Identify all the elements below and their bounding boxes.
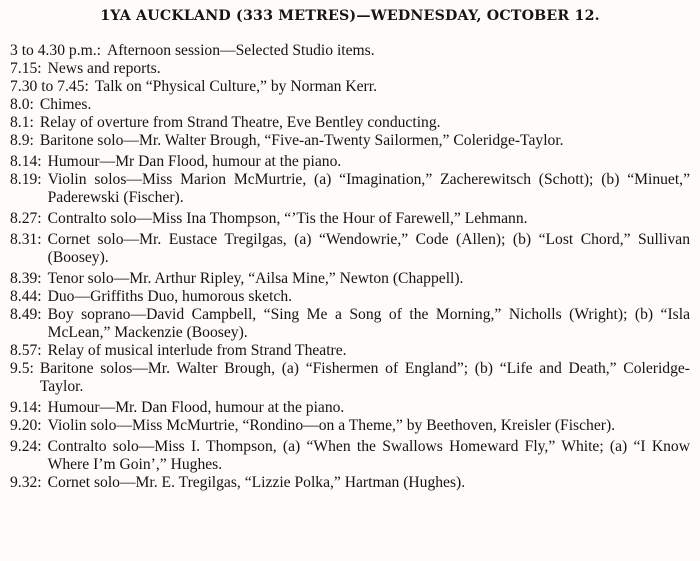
entry-text: Humour—Mr Dan Flood, humour at the piano.	[47, 153, 342, 170]
entry-text: Relay of overture from Strand Theatre, Eve Bentley conducting.	[39, 114, 441, 131]
programme-entry	[10, 342, 690, 360]
entry-time: 7.30 to 7.45:	[10, 78, 89, 95]
entry-text: Violin solos—Miss Marion McMurtrie, (a) “Imagination,” Zacherewitsch (Schott); (b) “Minuet,” Paderewski (Fischer).	[47, 171, 690, 206]
entry-text: Boy soprano—David Campbell, “Sing Me a Song of the Morning,” Nicholls (Wright); (b) “Isla McLean,” Mackenzie (Boosey).	[47, 306, 690, 341]
entry-time: 8.1:	[10, 114, 34, 131]
programme-entry	[10, 474, 690, 492]
programme-entry	[10, 270, 690, 288]
programme-entry	[10, 210, 690, 228]
entry-time: 8.14:	[10, 153, 42, 170]
entry-text: Talk on “Physical Culture,” by Norman Kerr.	[94, 78, 377, 95]
programme-entry	[10, 114, 690, 132]
entry-text: News and reports.	[47, 60, 161, 77]
programme-entry	[10, 60, 690, 78]
entry-time: 9.24:	[10, 438, 42, 455]
programme-entry	[10, 417, 690, 435]
programme-entry	[10, 306, 690, 342]
programme-entry	[10, 288, 690, 306]
programme-list	[10, 42, 690, 492]
entry-time: 8.57:	[10, 342, 42, 359]
programme-entry	[10, 171, 690, 207]
entry-text: Cornet solo—Mr. Eustace Tregilgas, (a) “Wendowrie,” Code (Allen); (b) “Lost Chord,” Sullivan (Boosey).	[47, 231, 690, 266]
entry-text: Cornet solo—Mr. E. Tregilgas, “Lizzie Polka,” Hartman (Hughes).	[47, 474, 466, 491]
programme-entry	[10, 360, 690, 396]
entry-time: 8.9:	[10, 132, 34, 149]
entry-text: Baritone solos—Mr. Walter Brough, (a) “Fishermen of England”; (b) “Life and Death,” Coleridge-Taylor.	[39, 360, 690, 395]
entry-time: 8.27:	[10, 210, 42, 227]
entry-text: Chimes.	[39, 96, 92, 113]
programme-entry	[10, 42, 690, 60]
entry-text: Humour—Mr. Dan Flood, humour at the piano.	[47, 399, 345, 416]
entry-time: 3 to 4.30 p.m.:	[10, 42, 101, 59]
entry-text: Violin solo—Miss McMurtrie, “Rondino—on a Theme,” by Beethoven, Kreisler (Fischer).	[47, 417, 616, 434]
entry-time: 8.44:	[10, 288, 42, 305]
entry-text: Contralto solo—Miss I. Thompson, (a) “When the Swallows Homeward Fly,” White; (a) “I Know Where I’m Goin’,” Hughes.	[47, 438, 690, 473]
programme-entry	[10, 132, 690, 150]
entry-time: 8.0:	[10, 96, 34, 113]
entry-time: 8.19:	[10, 171, 42, 188]
entry-time: 8.49:	[10, 306, 42, 323]
entry-text: Relay of musical interlude from Strand Theatre.	[47, 342, 347, 359]
entry-text: Duo—Griffiths Duo, humorous sketch.	[47, 288, 293, 305]
entry-time: 8.39:	[10, 270, 42, 287]
entry-text: Afternoon session—Selected Studio items.	[106, 42, 375, 59]
entry-time: 7.15:	[10, 60, 42, 77]
programme-entry	[10, 399, 690, 417]
station-heading: 1YA AUCKLAND (333 METRES)—WEDNESDAY, OCTOBER 12.	[100, 8, 600, 24]
entry-time: 9.32:	[10, 474, 42, 491]
entry-time: 9.14:	[10, 399, 42, 416]
entry-text: Tenor solo—Mr. Arthur Ripley, “Ailsa Mine,” Newton (Chappell).	[47, 270, 464, 287]
entry-text: Baritone solo—Mr. Walter Brough, “Five-an-Twenty Sailormen,” Coleridge-Taylor.	[39, 132, 564, 149]
entry-time: 9.5:	[10, 360, 34, 377]
programme-entry	[10, 231, 690, 267]
entry-text: Contralto solo—Miss Ina Thompson, “’Tis the Hour of Farewell,” Lehmann.	[47, 210, 528, 227]
programme-entry	[10, 438, 690, 474]
entry-time: 8.31:	[10, 231, 42, 248]
entry-time: 9.20:	[10, 417, 42, 434]
programme-entry	[10, 153, 690, 171]
programme-entry	[10, 96, 690, 114]
programme-entry	[10, 78, 690, 96]
